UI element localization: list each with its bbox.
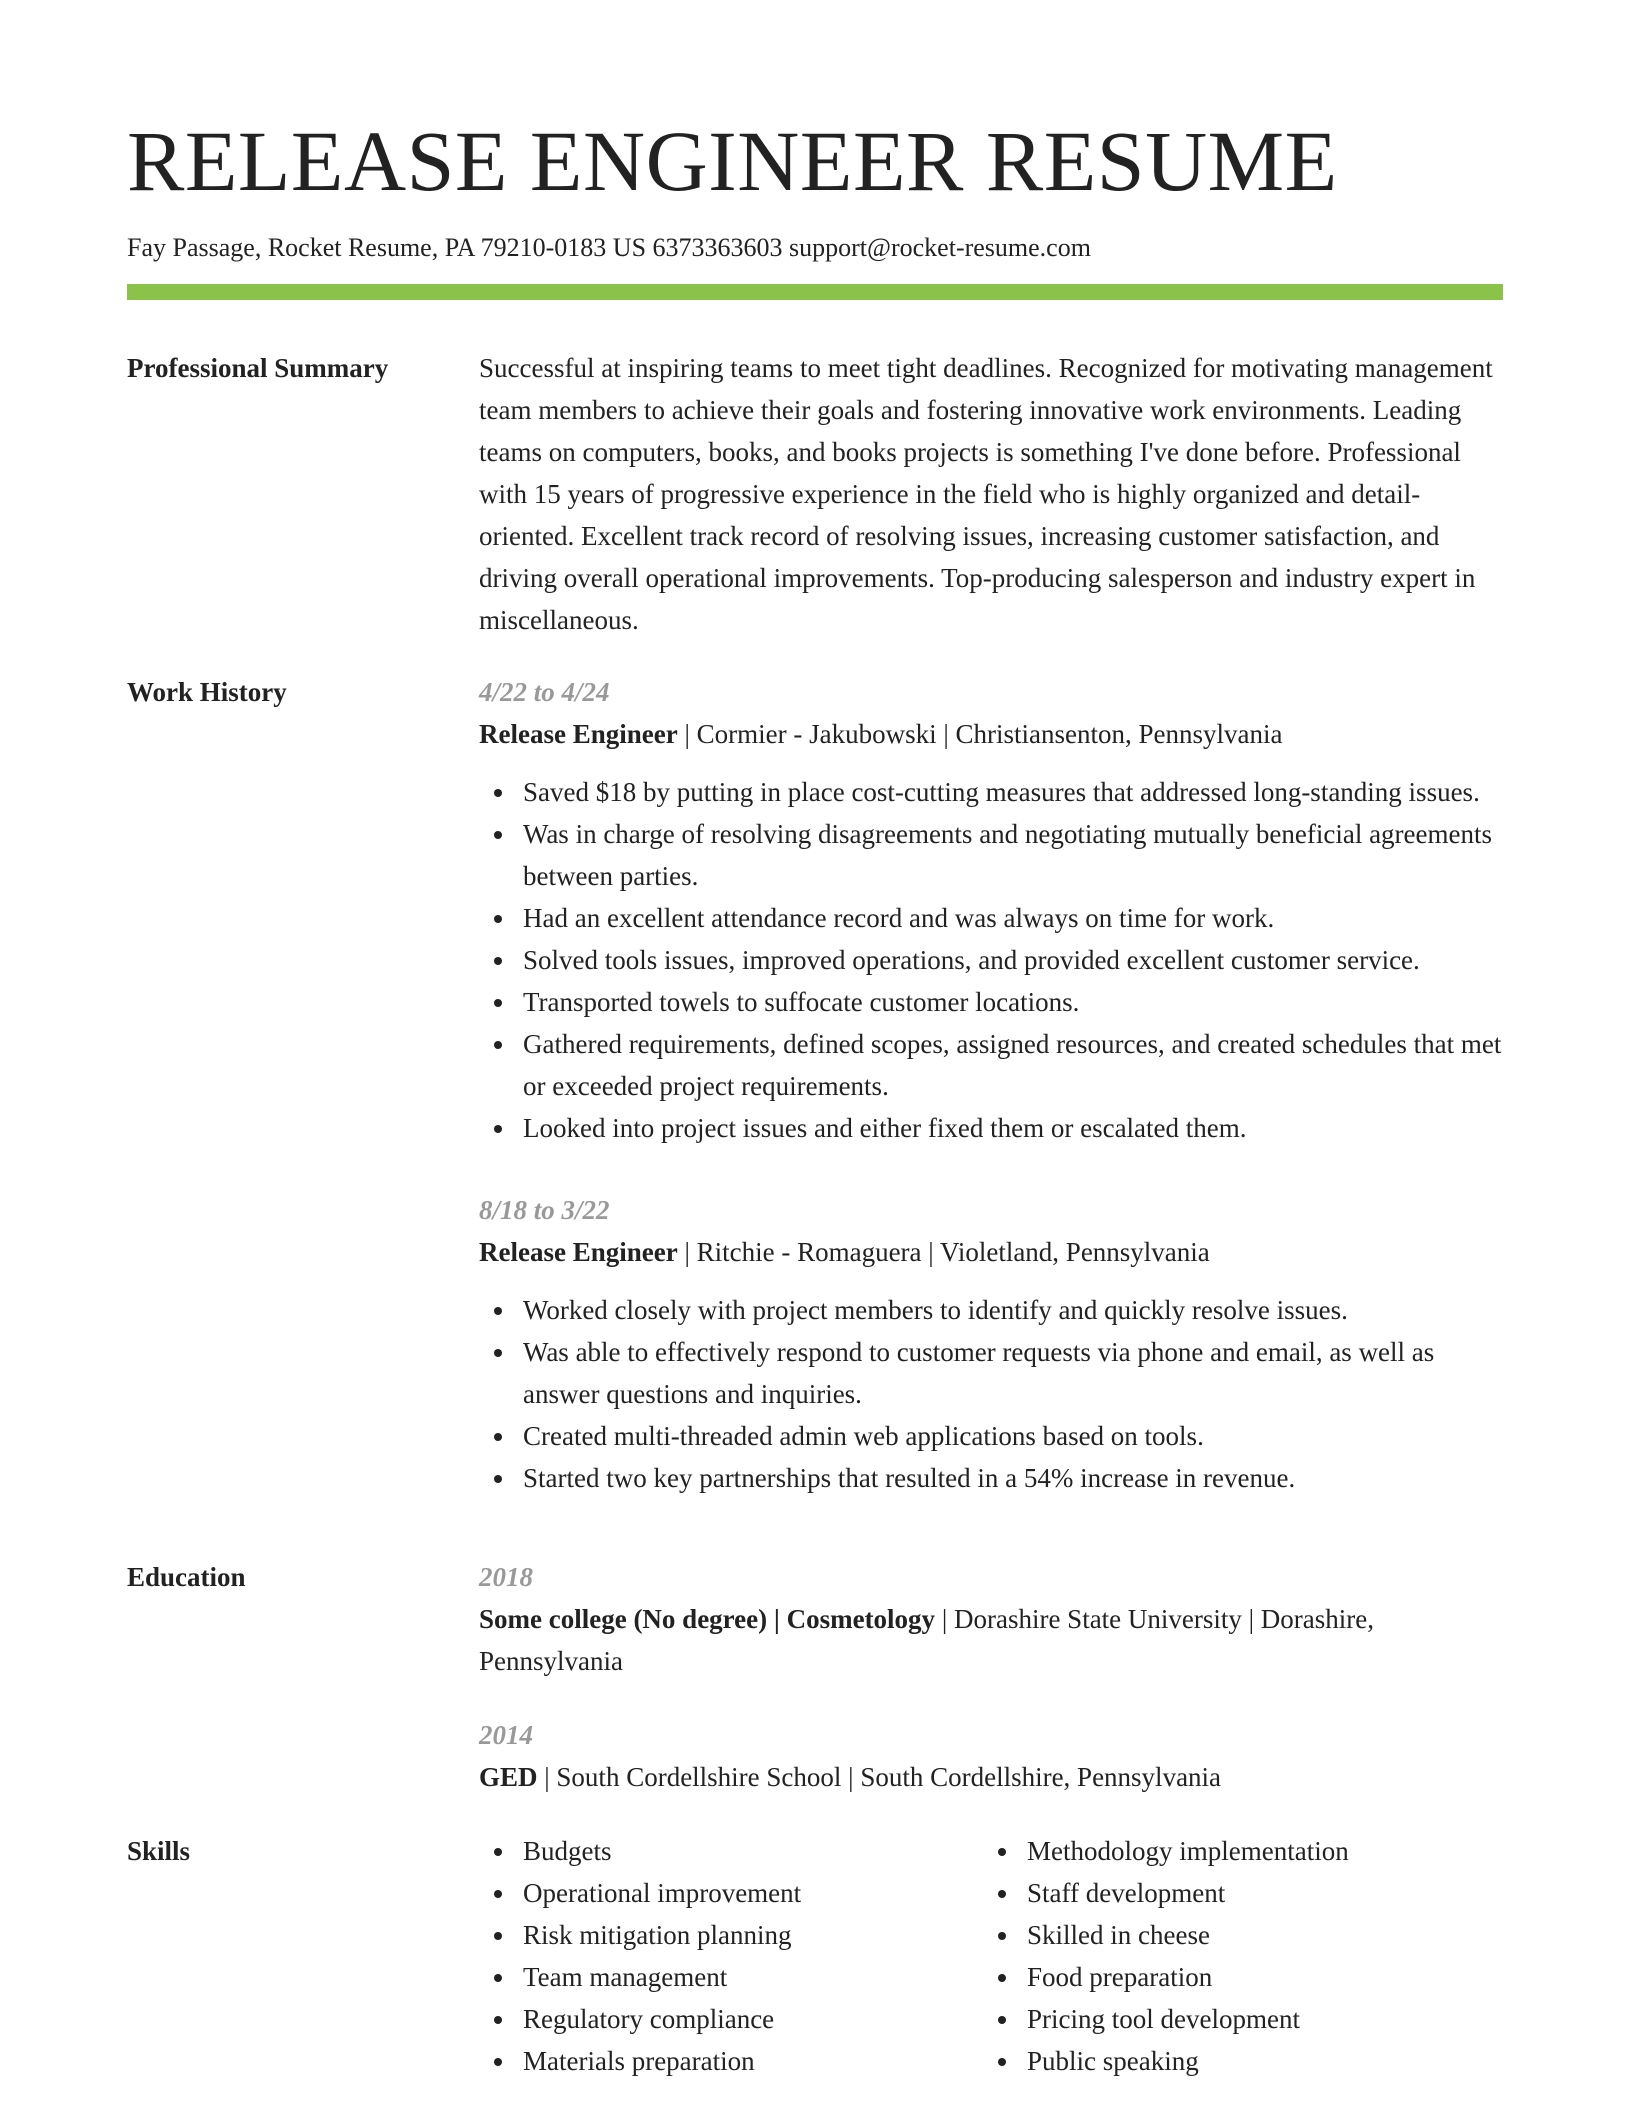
job-entry xyxy=(479,1189,1503,1499)
resume-title: RELEASE ENGINEER RESUME xyxy=(127,113,1338,209)
job-heading xyxy=(479,713,1503,755)
summary-text: Successful at inspiring teams to meet tight deadlines. Recognized for motivating management team members to achieve their goals and fostering innovative work environments. Leading teams on computers, books, and books projects is something I've done before. Professional with 15 years of progressive experience in the field who is highly organized and detail-oriented. Excellent track record of resolving issues, increasing customer satisfaction, and driving overall operational improvements. Top-producing salesperson and industry expert in miscellaneous. xyxy=(479,353,1493,635)
skill-item: Regulatory compliance xyxy=(523,1998,983,2040)
job-entry xyxy=(479,671,1503,1149)
job-heading xyxy=(479,1231,1503,1273)
skill-item: Public speaking xyxy=(1027,2040,1487,2082)
education-details: | Dorashire State University | Dorashire, Pennsylvania xyxy=(479,1604,1375,1676)
skill-item: Skilled in cheese xyxy=(1027,1914,1487,1956)
education-year: 2014 xyxy=(479,1720,533,1750)
skill-item: Methodology implementation xyxy=(1027,1830,1487,1872)
skill-item: Operational improvement xyxy=(523,1872,983,1914)
job-bullet: Created multi-threaded admin web applications based on tools. xyxy=(523,1415,1503,1457)
education-year: 2018 xyxy=(479,1562,533,1592)
education-heading-line xyxy=(479,1598,1503,1682)
job-dates: 4/22 to 4/24 xyxy=(479,677,610,707)
job-bullet: Was able to effectively respond to customer requests via phone and email, as well as answer questions and inquiries. xyxy=(523,1331,1503,1415)
skills-grid xyxy=(479,1830,1503,2082)
work-history-section xyxy=(479,671,1503,1499)
skills-heading: Skills xyxy=(127,1836,191,1866)
skill-item: Staff development xyxy=(1027,1872,1487,1914)
job-bullet: Was in charge of resolving disagreements and negotiating mutually beneficial agreements between parties. xyxy=(523,813,1503,897)
skill-item: Budgets xyxy=(523,1830,983,1872)
job-title: Release Engineer xyxy=(479,1237,678,1267)
education-entry xyxy=(479,1556,1503,1682)
skill-item: Food preparation xyxy=(1027,1956,1487,1998)
education-section xyxy=(479,1556,1503,1798)
education-degree: Some college (No degree) | Cosmetology xyxy=(479,1604,936,1634)
contact-line: Fay Passage, Rocket Resume, PA 79210-0183 US 6373363603 support@rocket-resume.com xyxy=(127,233,1091,262)
job-details: | Ritchie - Romaguera | Violetland, Pennsylvania xyxy=(677,1237,1210,1267)
job-bullet: Saved $18 by putting in place cost-cutting measures that addressed long-standing issues. xyxy=(523,771,1503,813)
education-details: | South Cordellshire School | South Cordellshire, Pennsylvania xyxy=(537,1762,1222,1792)
education-heading: Education xyxy=(127,1562,246,1592)
job-details: | Cormier - Jakubowski | Christiansenton, Pennsylvania xyxy=(677,719,1283,749)
job-bullets xyxy=(479,771,1503,1149)
skill-item: Materials preparation xyxy=(523,2040,983,2082)
skill-item: Risk mitigation planning xyxy=(523,1914,983,1956)
job-bullet: Solved tools issues, improved operations, and provided excellent customer service. xyxy=(523,939,1503,981)
job-title: Release Engineer xyxy=(479,719,678,749)
skills-section xyxy=(479,1830,1503,2082)
job-bullet: Transported towels to suffocate customer locations. xyxy=(523,981,1503,1023)
skill-item: Pricing tool development xyxy=(1027,1998,1487,2040)
education-entry xyxy=(479,1714,1503,1798)
job-bullet: Started two key partnerships that resulted in a 54% increase in revenue. xyxy=(523,1457,1503,1499)
skills-column-left xyxy=(479,1830,983,2082)
summary-section xyxy=(479,347,1503,641)
job-bullet: Had an excellent attendance record and was always on time for work. xyxy=(523,897,1503,939)
job-bullet: Gathered requirements, defined scopes, assigned resources, and created schedules that met or exceeded project requirements. xyxy=(523,1023,1503,1107)
job-bullet: Looked into project issues and either fixed them or escalated them. xyxy=(523,1107,1503,1149)
education-degree: GED xyxy=(479,1762,538,1792)
work-history-heading: Work History xyxy=(127,677,287,707)
job-dates: 8/18 to 3/22 xyxy=(479,1195,610,1225)
skill-item: Team management xyxy=(523,1956,983,1998)
skills-column-right xyxy=(983,1830,1487,2082)
summary-heading: Professional Summary xyxy=(127,353,389,383)
job-bullets xyxy=(479,1289,1503,1499)
job-bullet: Worked closely with project members to identify and quickly resolve issues. xyxy=(523,1289,1503,1331)
education-heading-line xyxy=(479,1756,1503,1798)
accent-divider xyxy=(127,284,1503,300)
